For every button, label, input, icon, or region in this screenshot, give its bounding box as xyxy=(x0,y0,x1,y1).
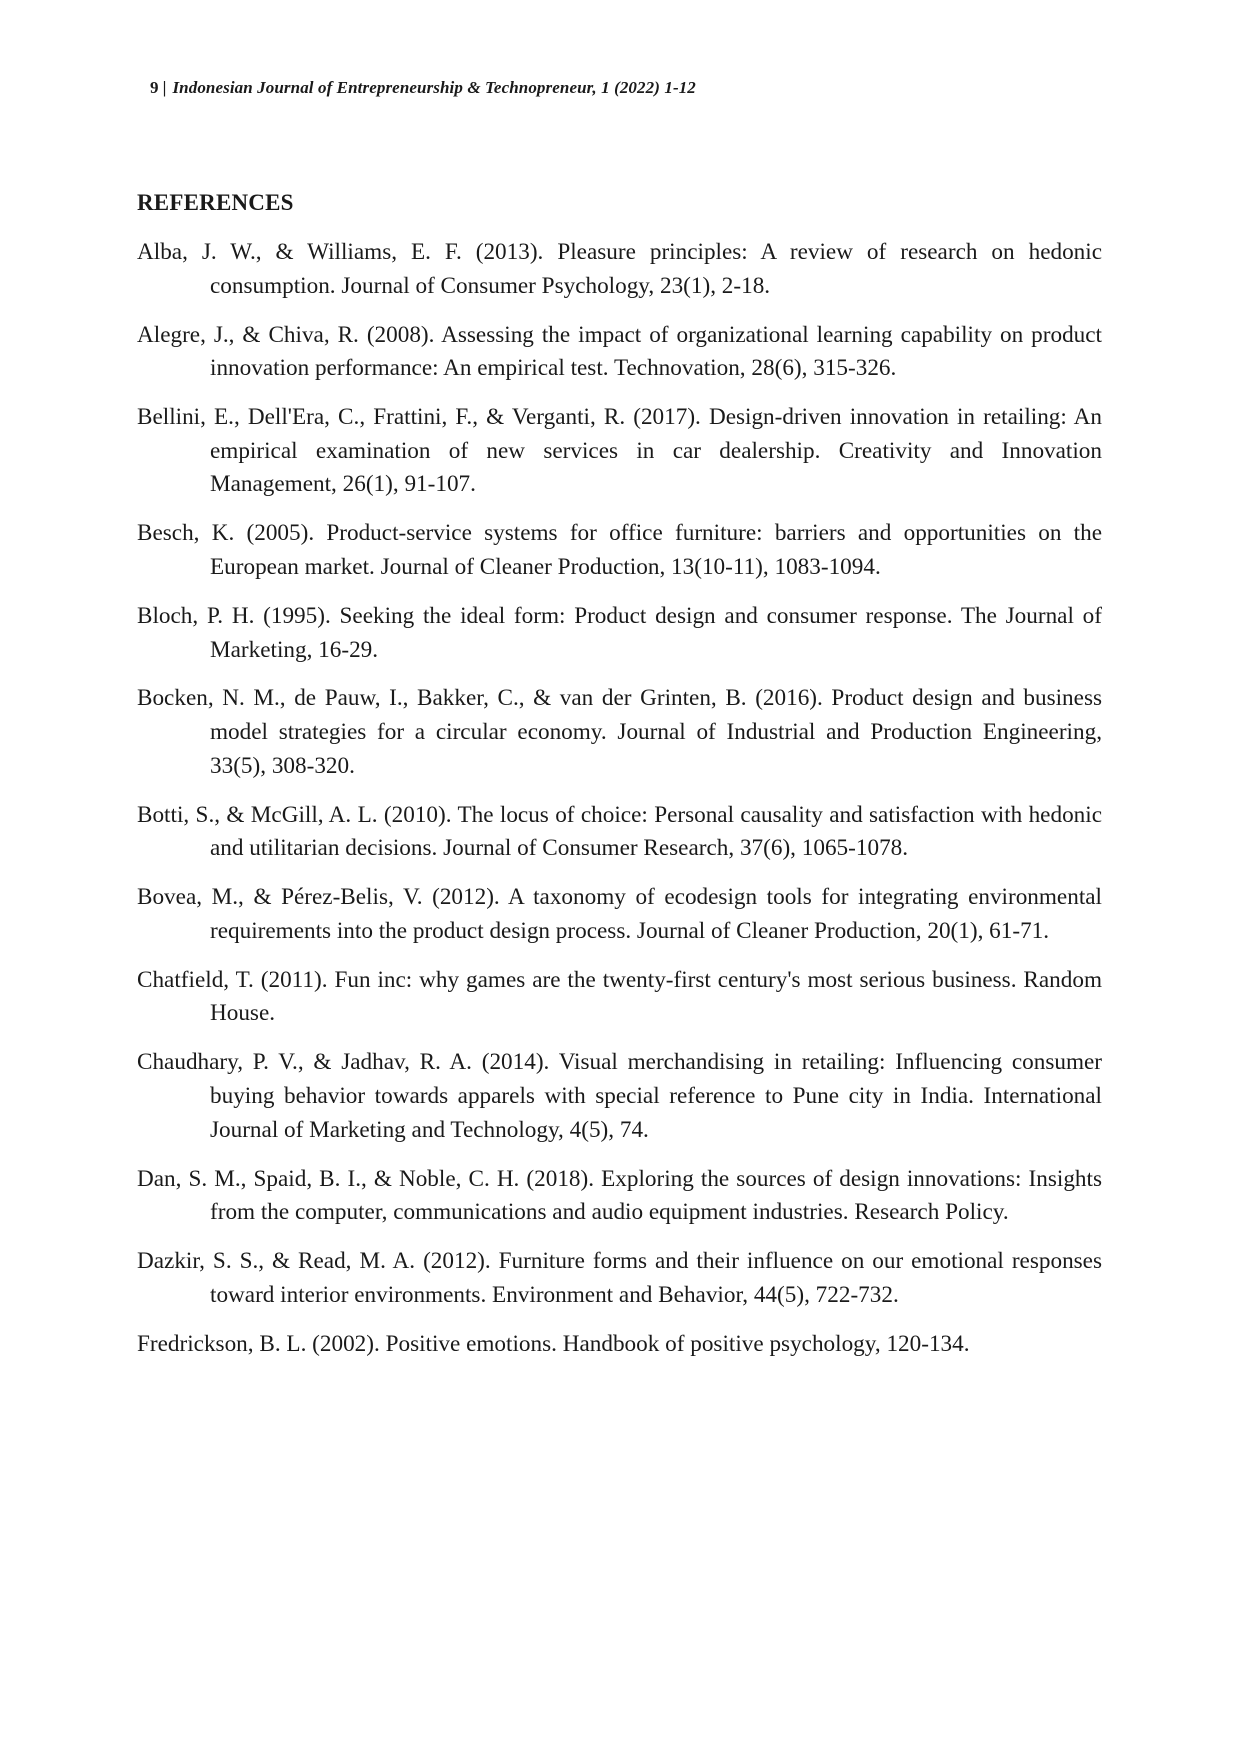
reference-item: Dan, S. M., Spaid, B. I., & Noble, C. H. (2018). Exploring the sources of design innovations: Insights from the computer, communications and audio equipment industries. Research Policy. xyxy=(137,1165,1102,1226)
reference-item: Bloch, P. H. (1995). Seeking the ideal form: Product design and consumer response. The Journal of Marketing, 16-29. xyxy=(137,602,1102,663)
journal-citation: Indonesian Journal of Entrepreneurship & Technopreneur, 1 (2022) 1-12 xyxy=(172,78,696,97)
reference-item: Fredrickson, B. L. (2002). Positive emotions. Handbook of positive psychology, 120-134. xyxy=(137,1330,970,1357)
reference-item: Alegre, J., & Chiva, R. (2008). Assessing the impact of organizational learning capability on product innovation performance: An empirical test. Technovation, 28(6), 315-326. xyxy=(137,321,1102,382)
reference-item: Bocken, N. M., de Pauw, I., Bakker, C., & van der Grinten, B. (2016). Product design and business model strategies for a circular economy. Journal of Industrial and Production Engineering, 33(5), 308-320. xyxy=(137,685,1102,779)
section-title: REFERENCES xyxy=(137,190,294,215)
header-separator: | xyxy=(162,78,167,97)
reference-item: Alba, J. W., & Williams, E. F. (2013). Pleasure principles: A review of research on hedonic consumption. Journal of Consumer Psychology, 23(1), 2-18. xyxy=(137,239,1102,299)
reference-item: Dazkir, S. S., & Read, M. A. (2012). Furniture forms and their influence on our emotional responses toward interior environments. Environment and Behavior, 44(5), 722-732. xyxy=(137,1248,1102,1308)
reference-item: Chaudhary, P. V., & Jadhav, R. A. (2014). Visual merchandising in retailing: Influencing consumer buying behavior towards apparels with special reference to Pune city in India. International Journal of Marketing and Technology, 4(5), 74. xyxy=(137,1049,1102,1143)
reference-item: Bovea, M., & Pérez-Belis, V. (2012). A taxonomy of ecodesign tools for integrating environmental requirements into the product design process. Journal of Cleaner Production, 20(1), 61-71. xyxy=(137,884,1102,944)
reference-item: Chatfield, T. (2011). Fun inc: why games are the twenty-first century's most serious business. Random House. xyxy=(137,966,1102,1027)
page-number: 9 xyxy=(150,78,159,97)
reference-item: Bellini, E., Dell'Era, C., Frattini, F., & Verganti, R. (2017). Design-driven innovation in retailing: An empirical examination of new services in car dealership. Creativity and Innovation Management, 26(1), 91-107. xyxy=(137,404,1102,498)
reference-item: Botti, S., & McGill, A. L. (2010). The locus of choice: Personal causality and satisfaction with hedonic and utilitarian decisions. Journal of Consumer Research, 37(6), 1065-1078. xyxy=(137,801,1102,862)
reference-item: Besch, K. (2005). Product-service systems for office furniture: barriers and opportunities on the European market. Journal of Cleaner Production, 13(10-11), 1083-1094. xyxy=(137,520,1102,580)
reference-list xyxy=(137,236,1102,1377)
running-header xyxy=(150,78,696,98)
